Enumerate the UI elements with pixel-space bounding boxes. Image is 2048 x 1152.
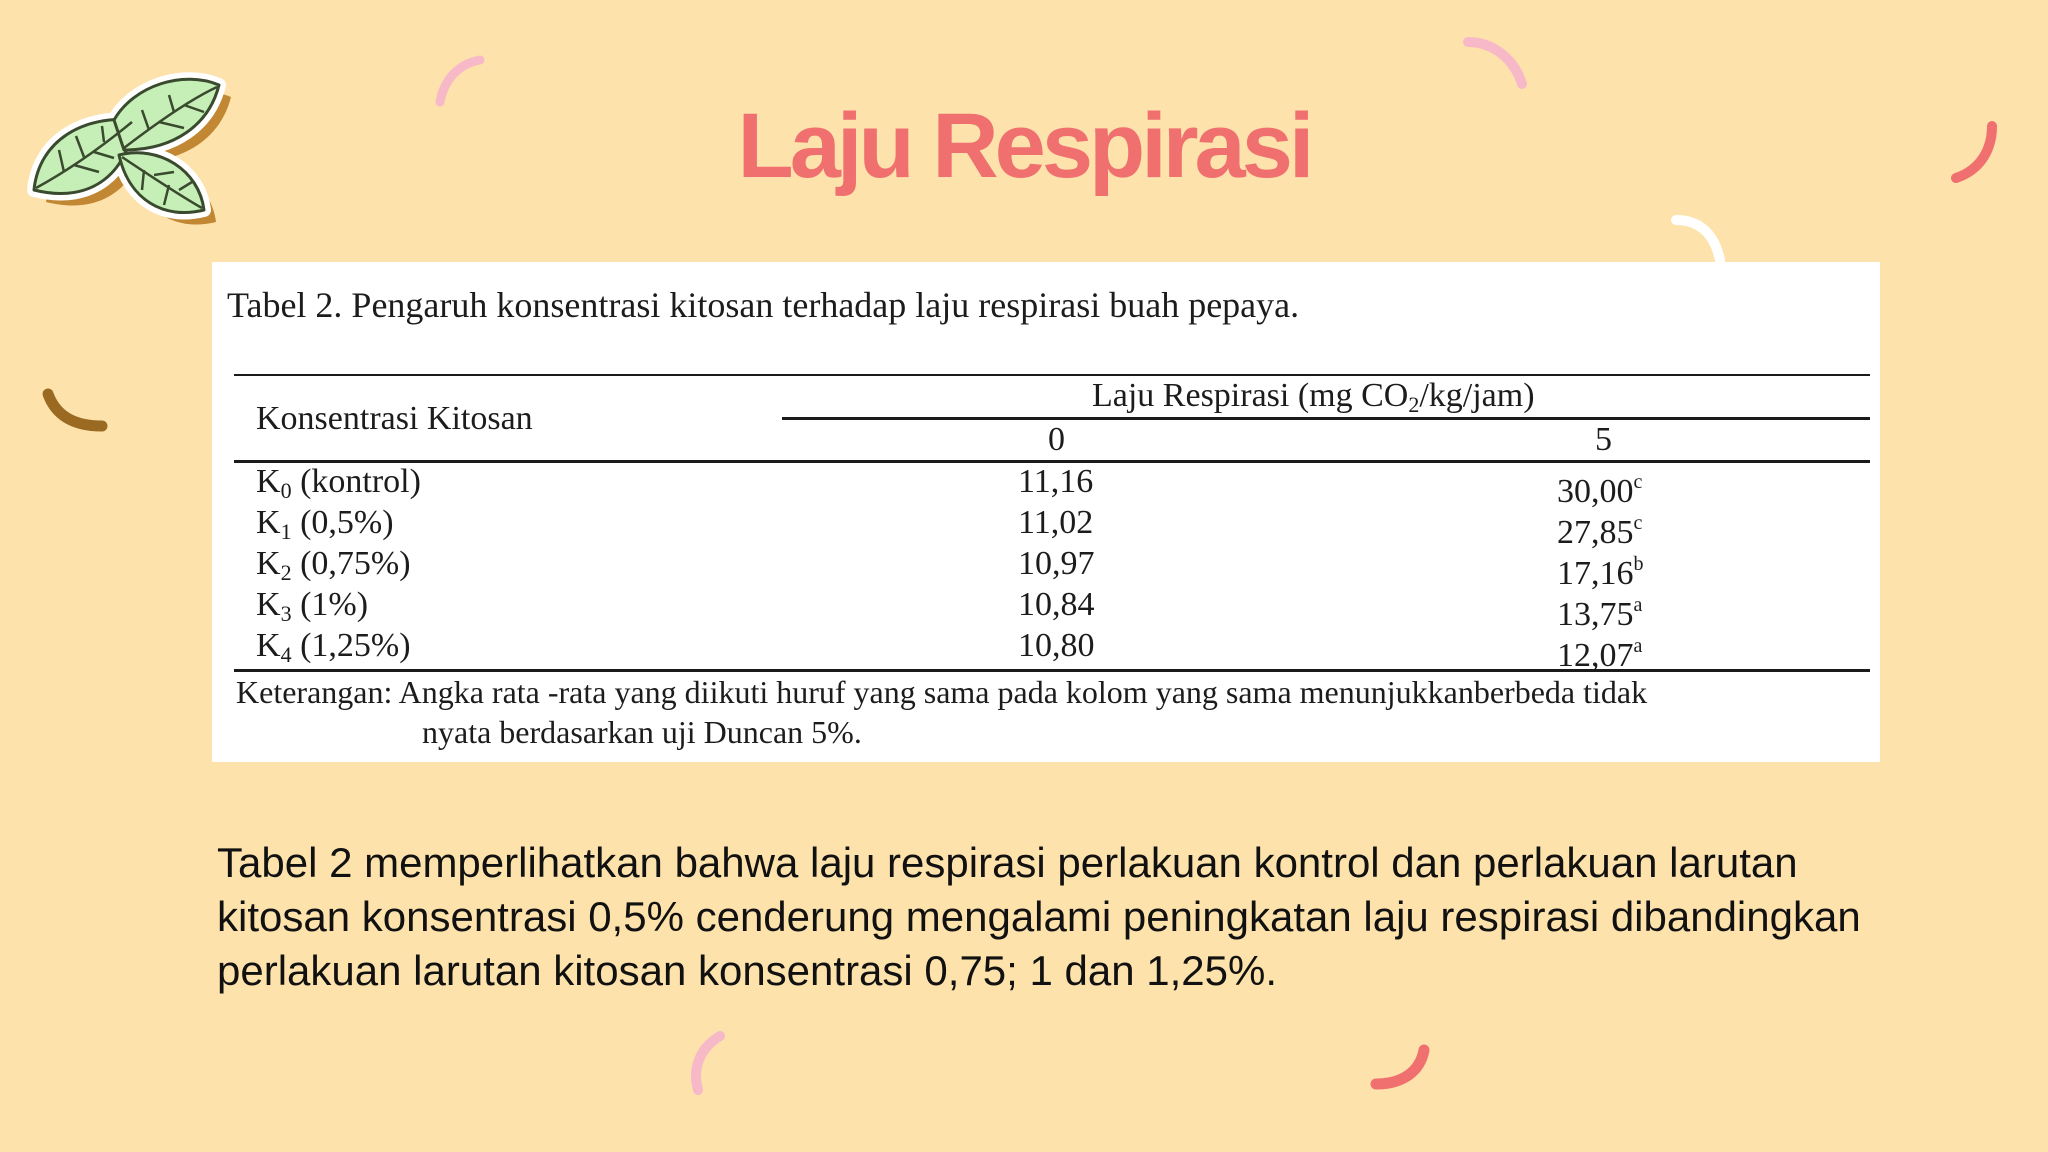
cell-day-5: 17,16$^b$ bbox=[1557, 553, 1644, 592]
table-caption: Tabel 2. Pengaruh konsentrasi kitosan terhadap laju respirasi buah pepaya. bbox=[227, 285, 1300, 325]
row-label: K2 (0,75%) bbox=[256, 545, 411, 585]
cell-day-5: 27,85$^c$ bbox=[1557, 512, 1643, 551]
row-label: K0 (kontrol) bbox=[256, 463, 421, 503]
table-top-rule bbox=[234, 374, 1870, 376]
summary-paragraph: Tabel 2 memperlihatkan bahwa laju respirasi perlakuan kontrol dan perlakuan larutan kitosan konsentrasi 0,5% cenderung mengalami peningkatan laju respirasi dibandingkan perlakuan larutan kitosan konsentrasi 0,75; 1 dan 1,25%. bbox=[217, 839, 1861, 994]
leaf-icon bbox=[14, 60, 284, 250]
header-laju-respirasi: Laju Respirasi (mg CO2/kg/jam) bbox=[1092, 377, 1535, 417]
cell-day-0: 10,80 bbox=[1018, 627, 1095, 664]
table-note-line: nyata berdasarkan uji Duncan 5%. bbox=[422, 714, 862, 750]
table-image bbox=[212, 262, 1880, 762]
cell-day-5: 13,75$^a$ bbox=[1557, 594, 1643, 633]
coral-arc-decoration bbox=[1944, 118, 2004, 188]
pink-arc-decoration bbox=[684, 1028, 734, 1098]
table-note bbox=[236, 672, 1647, 752]
pink-arc-decoration bbox=[1462, 34, 1532, 94]
table-note-line: Keterangan: Angka rata -rata yang diikuti huruf yang sama pada kolom yang sama menunjukkanberbeda tidak bbox=[236, 674, 1648, 710]
slide-title: Laju Respirasi bbox=[737, 95, 1311, 197]
header-col-5: 5 bbox=[1595, 421, 1612, 458]
cell-day-5: 12,07$^a$ bbox=[1557, 635, 1643, 674]
brown-arc-decoration bbox=[38, 382, 114, 442]
white-arc-decoration bbox=[1670, 212, 1730, 262]
row-label: K3 (1%) bbox=[256, 586, 369, 626]
cell-day-5: 30,00$^c$ bbox=[1557, 471, 1643, 510]
pink-arc-decoration bbox=[430, 52, 490, 112]
header-col-0: 0 bbox=[1048, 421, 1065, 458]
coral-arc-decoration bbox=[1366, 1040, 1436, 1100]
cell-day-0: 11,02 bbox=[1018, 504, 1094, 541]
cell-day-0: 11,16 bbox=[1018, 463, 1094, 500]
cell-day-0: 10,97 bbox=[1018, 545, 1095, 582]
row-label: K1 (0,5%) bbox=[256, 504, 394, 544]
cell-day-0: 10,84 bbox=[1018, 586, 1095, 623]
row-label: K4 (1,25%) bbox=[256, 627, 411, 667]
header-konsentrasi: Konsentrasi Kitosan bbox=[256, 400, 533, 437]
